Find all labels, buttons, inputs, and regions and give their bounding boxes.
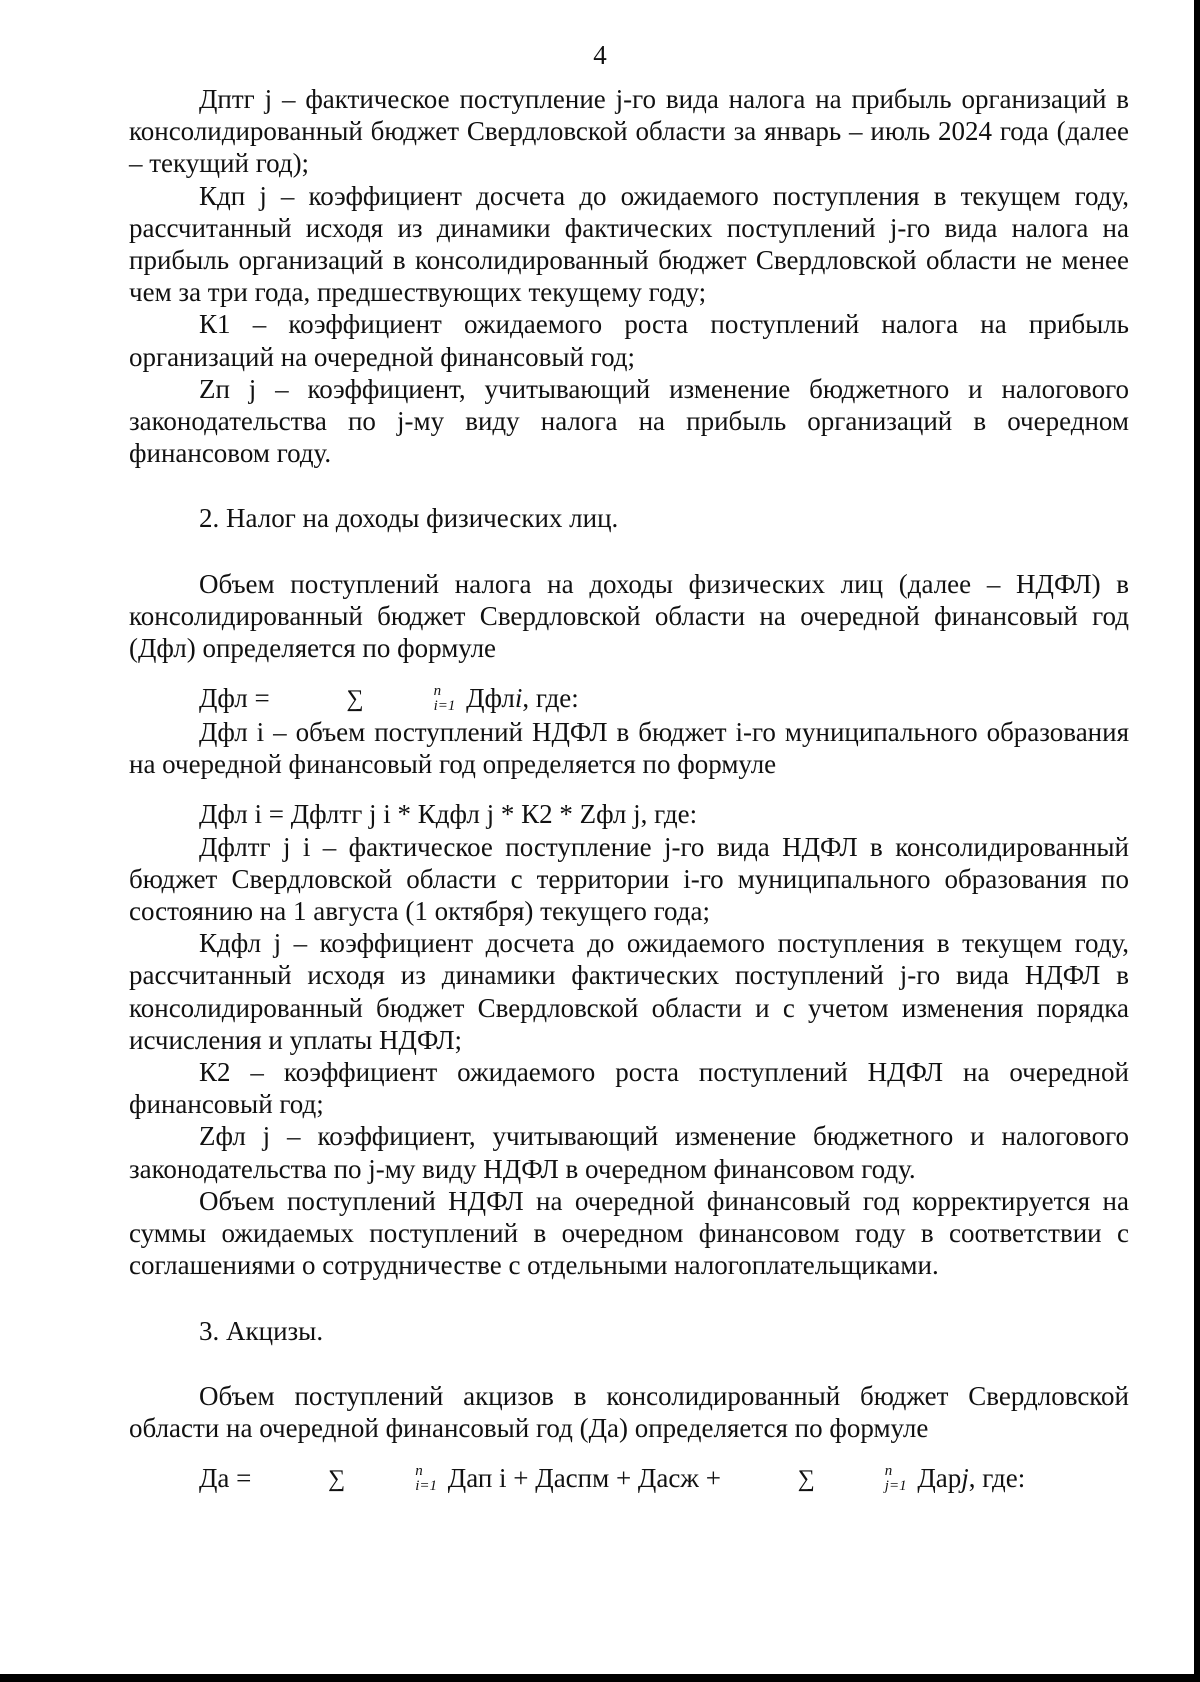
sum-upper: n [415,1462,423,1479]
formula-dfl-index: i [514,683,523,714]
formula-dfl-tail: , где: [522,683,579,714]
sum-limits [815,1464,907,1494]
sum-upper: n [884,1462,893,1479]
paragraph-kdfl: Кдфл j – коэффициент досчета до ожидаемого поступления в текущем году, рассчитанный исходя из динамики фактических поступлений j-го вида НДФЛ в консолидированный бюджет Свердловской области и с учетом изменения порядка исчисления и уплаты НДФЛ; [129,928,1129,1055]
paragraph-excise-intro: Объем поступлений акцизов в консолидированный бюджет Свердловской области на очередной финансовый год (Да) определяется по формуле [129,1380,1129,1443]
sum-lower: j=1 [884,1477,907,1494]
formula-da-lhs: Да = [199,1463,259,1494]
paragraph-zfl: Zфл j – коэффициент, учитывающий изменение бюджетного и налогового законодательства по j-му виду НДФЛ в очередном финансовом году. [129,1121,1129,1184]
formula-dfl-i: Дфл i = Дфлтг j i * Кдфл j * К2 * Zфл j, где: [199,799,698,830]
paragraph-zp: Zп j – коэффициент, учитывающий изменение бюджетного и налогового законодательства по j-му виду налога на прибыль организаций в очередном финансовом году. [129,373,1129,469]
paragraph-ndfl-correction: Объем поступлений НДФЛ на очередной финансовый год корректируется на суммы ожидаемых поступлений в очередном финансовом году в соответствии с соглашениями о сотрудничестве с отдельными налогоплательщиками. [129,1185,1129,1281]
formula-da-term2: Дар [910,1463,962,1494]
paragraph-k1: К1 – коэффициент ожидаемого роста поступлений налога на прибыль организаций на очередной финансовый год; [129,309,1129,372]
formula-da-tail: , где: [968,1463,1026,1494]
formula-da-term1: Дап i + Даспм + Дасж + [441,1463,728,1494]
formula-dfl-term: Дфл [459,683,515,714]
section-heading-ndfl: 2. Налог на доходы физических лиц. [199,503,619,534]
document-body [129,83,1129,1496]
paragraph-k2: К2 – коэффициент ожидаемого роста поступлений НДФЛ на очередной финансовый год; [129,1057,1129,1120]
section-heading-excise: 3. Акцизы. [199,1315,324,1346]
paragraph-dfltg: Дфлтг j i – фактическое поступление j-го вида НДФЛ в консолидированный бюджет Свердловской области с территории i-го муниципального образования по состоянию на 1 августа (1 октября) текущего года; [129,831,1129,927]
sum-lower: i=1 [415,1477,438,1494]
sum-limits [364,684,456,714]
sum-limits [345,1464,437,1494]
paragraph-dfl-i: Дфл i – объем поступлений НДФЛ в бюджет i-го муниципального образования на очередной финансовый год определяется по формуле [129,717,1129,780]
formula-dfl-lhs: Дфл = [199,683,277,714]
sum-upper: n [433,683,442,700]
sum-symbol: ∑ [797,1466,815,1493]
sum-symbol: ∑ [328,1466,346,1493]
formula-da-index: j [961,1463,969,1494]
paragraph-dptg: Дптг j – фактическое поступление j-го вида налога на прибыль организаций в консолидированный бюджет Свердловской области за январь – июль 2024 года (далее – текущий год); [129,84,1129,179]
sum-lower: i=1 [433,698,456,715]
formula-dfl [129,682,1129,716]
paragraph-ndfl-intro: Объем поступлений налога на доходы физических лиц (далее – НДФЛ) в консолидированный бюджет Свердловской области на очередной финансовый год (Дфл) определяется по формуле [129,568,1129,664]
page-number: 4 [593,40,607,70]
formula-da [129,1462,1129,1496]
paragraph-kdp: Кдп j – коэффициент досчета до ожидаемого поступления в текущем году, рассчитанный исходя из динамики фактических поступлений j-го вида налога на прибыль организаций в консолидированный бюджет Свердловской области не менее чем за три года, предшествующих текущему году; [129,180,1129,308]
sum-symbol: ∑ [346,686,364,713]
